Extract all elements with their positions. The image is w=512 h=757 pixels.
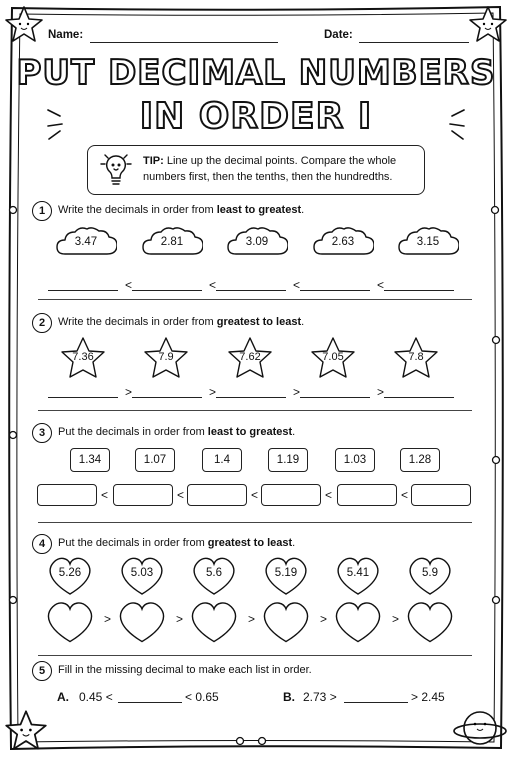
planet-icon [452,704,508,752]
question-number: 2 [32,313,52,333]
heart-icon [262,554,310,596]
part-right-value: > 2.45 [411,690,445,704]
comparison-sign: > [392,612,400,626]
section-divider [38,410,472,411]
question-number: 4 [32,534,52,554]
decimal-value: 5.26 [58,567,82,579]
comparison-sign: < [293,278,301,292]
part-left-value: 2.73 > [303,690,337,704]
heart-icon [406,554,454,596]
comparison-sign: < [251,488,259,502]
star-icon [310,336,356,380]
name-field[interactable] [90,42,278,43]
section-divider [38,522,472,523]
heart-icon [334,554,382,596]
decimal-value-box: 1.03 [335,448,375,472]
answer-line[interactable] [216,397,286,398]
answer-line[interactable] [216,290,286,291]
answer-line[interactable] [132,290,202,291]
heart-answer[interactable] [188,598,240,644]
lightbulb-icon [96,150,136,190]
comparison-sign: < [401,488,409,502]
comparison-sign: > [293,385,301,399]
comparison-sign: > [209,385,217,399]
answer-box[interactable] [37,484,97,506]
decimal-value-box: 1.07 [135,448,175,472]
star-icon [4,708,48,752]
cloud-icon [226,224,288,260]
question-instruction: Fill in the missing decimal to make each list in order. [58,664,312,676]
decimal-value: 3.09 [245,236,269,248]
cloud-icon [397,224,459,260]
comparison-sign: > [125,385,133,399]
heart-answer[interactable] [404,598,456,644]
answer-box[interactable] [337,484,397,506]
tip-box [87,145,425,195]
page-title: PUT DECIMAL NUMBERS [16,53,496,93]
answer-box[interactable] [187,484,247,506]
decimal-value: 5.03 [130,567,154,579]
answer-line[interactable] [132,397,202,398]
question-number: 5 [32,661,52,681]
answer-box[interactable] [261,484,321,506]
star-icon [143,336,189,380]
comparison-sign: > [176,612,184,626]
heart-icon [118,554,166,596]
section-divider [38,299,472,300]
heart-icon [190,554,238,596]
star-icon [393,336,439,380]
part-label: B. [283,690,295,704]
decimal-value-box: 1.28 [400,448,440,472]
decimal-value: 7.62 [239,351,261,363]
answer-line[interactable] [118,702,182,703]
comparison-sign: > [320,612,328,626]
comparison-sign: > [248,612,256,626]
date-field[interactable] [359,42,469,43]
star-icon [468,4,508,44]
decimal-value: 7.9 [158,351,174,363]
comparison-sign: > [104,612,112,626]
comparison-sign: < [125,278,133,292]
heart-answer[interactable] [116,598,168,644]
decimal-value: 2.81 [160,236,184,248]
comparison-sign: < [177,488,185,502]
cloud-icon [55,224,117,260]
question-instruction: Put the decimals in order from greatest to least. [58,537,296,549]
answer-box[interactable] [113,484,173,506]
decimal-value: 5.41 [346,567,370,579]
decimal-value: 7.8 [408,351,424,363]
date-label: Date: [324,29,353,41]
decimal-value: 5.19 [274,567,298,579]
comparison-sign: < [325,488,333,502]
decimal-value: 3.47 [74,236,98,248]
decimal-value-box: 1.19 [268,448,308,472]
comparison-sign: < [377,278,385,292]
question-instruction: Write the decimals in order from least to greatest. [58,204,305,216]
decimal-value-box: 1.34 [70,448,110,472]
heart-answer[interactable] [44,598,96,644]
name-label: Name: [48,29,84,41]
decimal-value: 5.9 [422,567,438,579]
part-right-value: < 0.65 [185,690,219,704]
answer-line[interactable] [384,397,454,398]
answer-line[interactable] [300,290,370,291]
decimal-value: 7.05 [322,351,344,363]
heart-icon [46,554,94,596]
answer-box[interactable] [411,484,471,506]
star-icon [4,4,44,44]
decimal-value: 2.63 [331,236,355,248]
decimal-value: 7.36 [72,351,94,363]
answer-line[interactable] [48,397,118,398]
tip-text: TIP: Line up the decimal points. Compare the whole numbers first, then the tenths, then the hundredths. [143,155,397,183]
decimal-value-box: 1.4 [202,448,242,472]
cloud-icon [141,224,203,260]
question-number: 1 [32,201,52,221]
star-icon [227,336,273,380]
section-divider [38,655,472,656]
part-left-value: 0.45 < [79,690,113,704]
question-number: 3 [32,423,52,443]
cloud-icon [312,224,374,260]
heart-answer[interactable] [260,598,312,644]
comparison-sign: < [209,278,217,292]
answer-line[interactable] [48,290,118,291]
answer-line[interactable] [300,397,370,398]
comparison-sign: < [101,488,109,502]
decimal-value: 5.6 [206,567,222,579]
page-title-line2: IN ORDER I [139,96,373,137]
answer-line[interactable] [344,702,408,703]
decimal-value: 3.15 [416,236,440,248]
star-icon [60,336,106,380]
heart-answer[interactable] [332,598,384,644]
question-instruction: Write the decimals in order from greatest to least. [58,316,305,328]
answer-line[interactable] [384,290,454,291]
question-instruction: Put the decimals in order from least to greatest. [58,426,296,438]
part-label: A. [57,690,69,704]
comparison-sign: > [377,385,385,399]
